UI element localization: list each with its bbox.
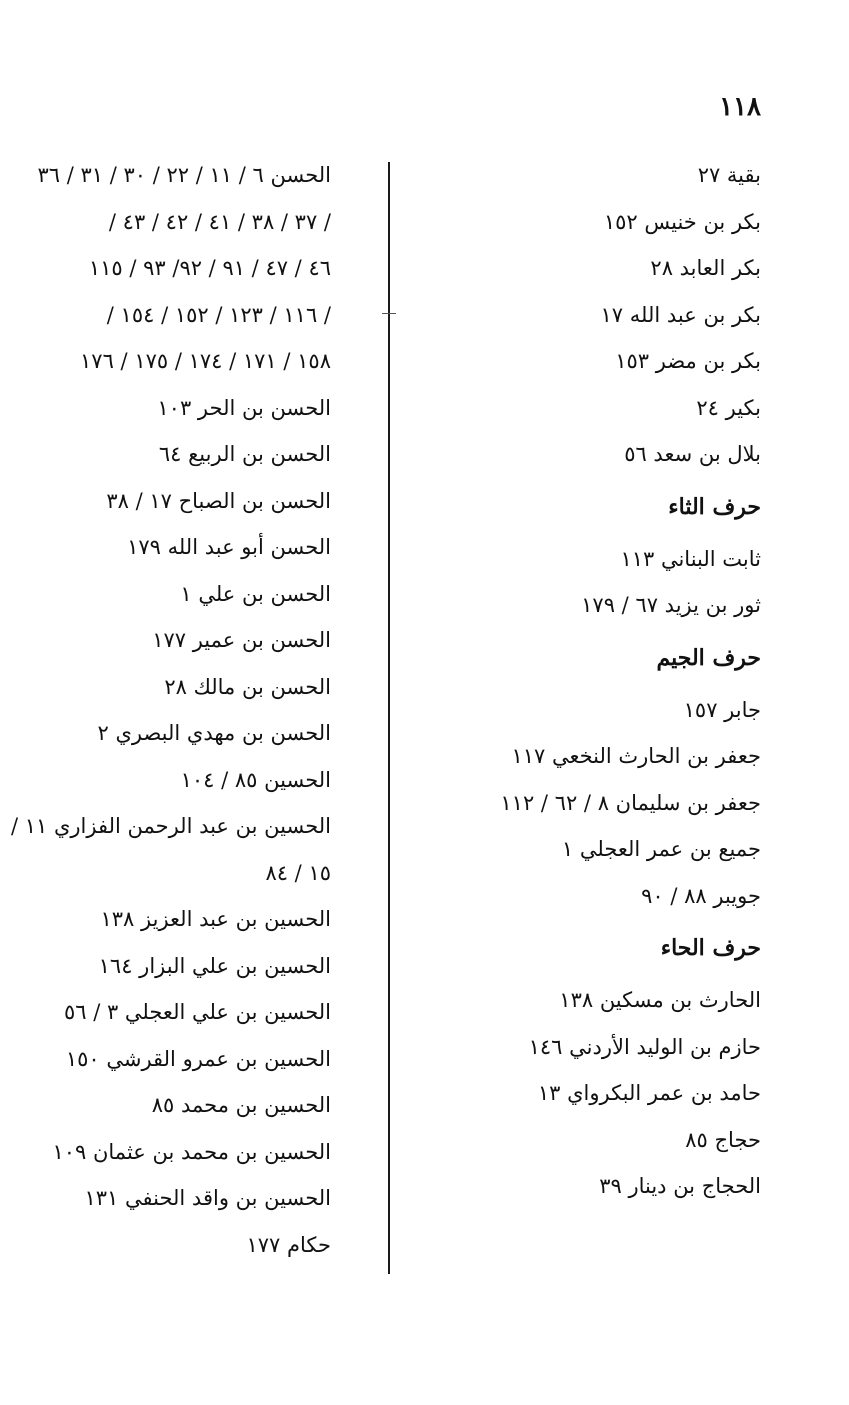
index-entry: الحسن بن الصباح ١٧ / ٣٨ bbox=[106, 488, 331, 513]
index-entry: / ١١٦ / ١٢٣ / ١٥٢ / ١٥٤ / bbox=[106, 302, 331, 327]
index-entry: الحارث بن مسكين ١٣٨ bbox=[559, 988, 761, 1012]
section-heading: حرف الحاء bbox=[660, 935, 761, 961]
index-entry: جابر ١٥٧ bbox=[683, 697, 761, 722]
index-entry: بكر بن عبد الله ١٧ bbox=[600, 302, 761, 327]
column-divider-tick bbox=[382, 313, 396, 314]
index-entry: ثور بن يزيد ٦٧ / ١٧٩ bbox=[581, 593, 761, 617]
index-entry: حازم بن الوليد الأردني ١٤٦ bbox=[528, 1034, 761, 1059]
index-column-left bbox=[11, 152, 331, 1268]
index-entry: جعفر بن الحارث النخعي ١١٧ bbox=[511, 744, 761, 768]
index-entry: الحسن بن عمير ١٧٧ bbox=[152, 628, 331, 652]
index-entry: بلال بن سعد ٥٦ bbox=[624, 442, 761, 466]
index-entry: الحسين بن واقد الحنفي ١٣١ bbox=[84, 1186, 331, 1210]
page-number: ١١٨ bbox=[719, 92, 761, 122]
index-entry: حكام ١٧٧ bbox=[246, 1232, 331, 1257]
index-entry: الحسن ٦ / ١١ / ٢٢ / ٣٠ / ٣١ / ٣٦ bbox=[37, 163, 331, 187]
index-entry: الحسين بن علي العجلي ٣ / ٥٦ bbox=[63, 1000, 331, 1024]
index-entry: الحسين بن عبد الرحمن الفزاري ١١ / bbox=[10, 814, 331, 838]
index-entry: الحسن بن الربيع ٦٤ bbox=[158, 442, 331, 466]
index-entry: الحسن أبو عبد الله ١٧٩ bbox=[127, 535, 331, 559]
index-entry: ٤٦ / ٤٧ / ٩١ / ٩٢/ ٩٣ / ١١٥ bbox=[88, 256, 331, 280]
index-entry: الحسين بن علي البزار ١٦٤ bbox=[98, 953, 331, 978]
index-entry: الحسين بن عمرو القرشي ١٥٠ bbox=[65, 1046, 331, 1071]
index-entry: الحسن بن مالك ٢٨ bbox=[164, 674, 331, 699]
index-entry: جميع بن عمر العجلي ١ bbox=[561, 837, 761, 861]
section-heading: حرف الجيم bbox=[656, 644, 761, 671]
index-entry: الحسين بن محمد بن عثمان ١٠٩ bbox=[52, 1139, 331, 1164]
index-entry: بكير ٢٤ bbox=[696, 395, 761, 420]
index-entry: الحسين بن محمد ٨٥ bbox=[151, 1093, 331, 1117]
column-divider bbox=[388, 162, 390, 1274]
index-entry: الحسين ٨٥ / ١٠٤ bbox=[180, 767, 331, 792]
index-column-right bbox=[421, 152, 761, 1210]
index-entry: بكر بن خنيس ١٥٢ bbox=[603, 209, 761, 234]
index-entry: بكر بن مضر ١٥٣ bbox=[615, 349, 761, 373]
index-entry: جعفر بن سليمان ٨ / ٦٢ / ١١٢ bbox=[500, 790, 761, 815]
index-entry: جويبر ٨٨ / ٩٠ bbox=[641, 883, 761, 908]
index-entry: حامد بن عمر البكرواي ١٣ bbox=[537, 1081, 761, 1105]
index-entry: ١٥٨ / ١٧١ / ١٧٤ / ١٧٥ / ١٧٦ bbox=[80, 349, 331, 373]
index-entry: حجاج ٨٥ bbox=[685, 1127, 761, 1152]
index-entry: الحسن بن الحر ١٠٣ bbox=[157, 395, 331, 420]
index-entry: الحجاج بن دينار ٣٩ bbox=[599, 1174, 761, 1198]
index-entry: الحسن بن علي ١ bbox=[180, 581, 331, 606]
index-entry: ١٥ / ٨٤ bbox=[265, 860, 331, 885]
index-entry: بقية ٢٧ bbox=[697, 163, 761, 187]
index-entry: بكر العابد ٢٨ bbox=[650, 256, 761, 280]
index-entry: / ٣٧ / ٣٨ / ٤١ / ٤٢ / ٤٣ / bbox=[108, 209, 331, 234]
index-entry: الحسين بن عبد العزيز ١٣٨ bbox=[100, 907, 331, 931]
index-entry: الحسن بن مهدي البصري ٢ bbox=[97, 721, 331, 745]
index-entry: ثابت البناني ١١٣ bbox=[620, 546, 761, 571]
section-heading: حرف الثاء bbox=[668, 493, 761, 520]
